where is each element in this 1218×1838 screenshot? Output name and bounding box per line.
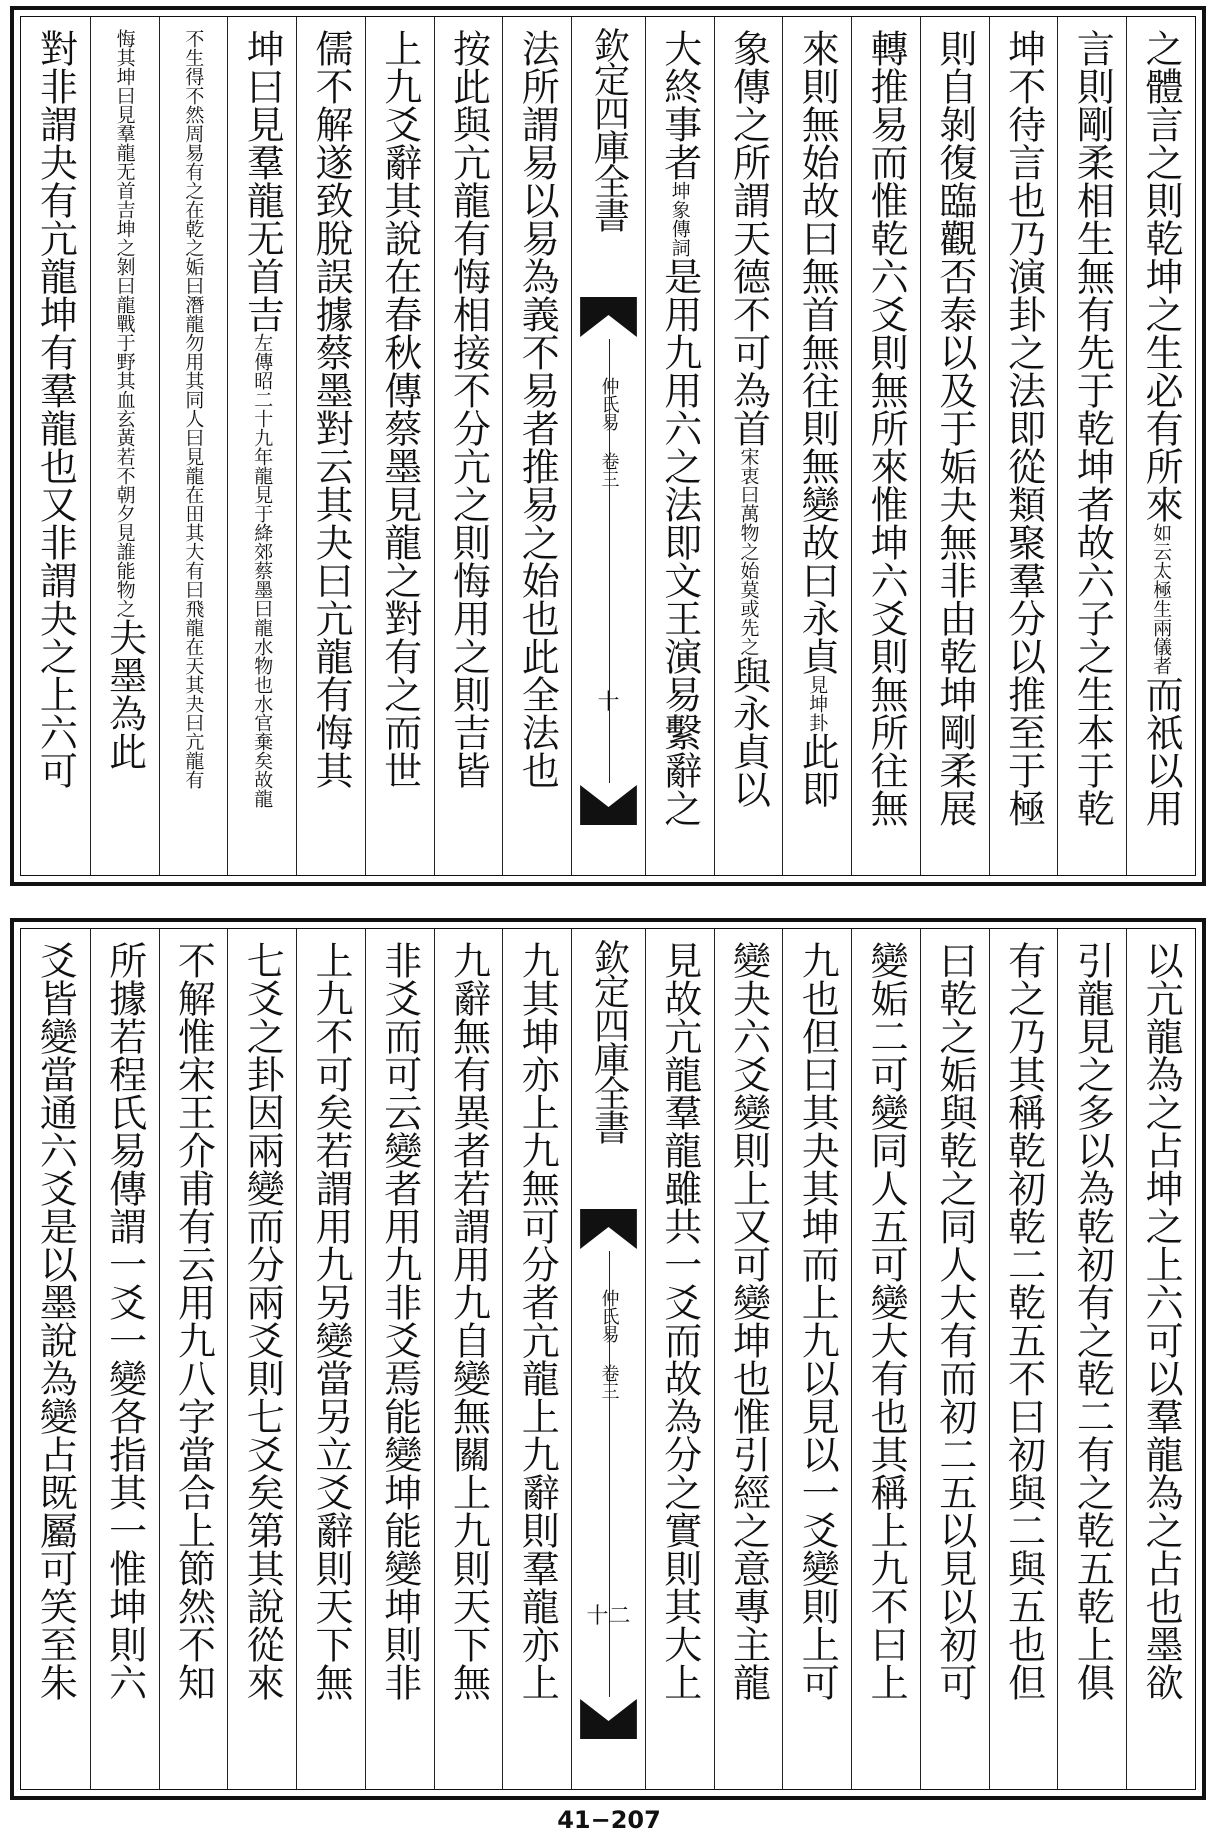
text-column [90,17,159,875]
column-text: 轉推易而惟乾六爻則無所來惟坤六爻則無所往無 [864,29,909,827]
column-text: 大終事者坤象傳詞是用九用六之法即文王演易繫辭之 [657,29,702,827]
header-title: 欽定四庫全書 [588,27,630,231]
text-column [21,17,90,875]
column-text: 曰乾之姤與乾之同人大有而初二五以見以初可 [932,941,977,1701]
text-column [434,17,503,875]
column-text: 以亢龍為之占坤之上六可以羣龍為之占也墨欲 [1139,941,1184,1701]
column-text: 九其坤亦上九無可分者亢龍上九辭則羣龍亦上 [515,941,560,1701]
text-column [851,929,920,1789]
text-column [502,929,571,1789]
bottom-page-frame [20,928,1196,1790]
book-and-volume: 仲氏易 卷三 [598,377,620,488]
text-column [365,17,434,875]
text-column [227,17,296,875]
fish-tail-mark [580,297,637,337]
text-column [920,929,989,1789]
column-text: 言則剛柔相生無有先于乾坤者故六子之生本于乾 [1070,29,1115,827]
text-column [159,929,228,1789]
column-text: 變夬六爻變則上又可變坤也惟引經之意專主龍 [726,941,771,1701]
column-text: 變姤二可變同人五可變大有也其稱上九不曰上 [864,941,909,1701]
column-text: 所據若程氏易傳謂一爻一變各指其一惟坤則六 [102,941,147,1701]
top-page-frame [20,16,1196,876]
column-text: 七爻之卦因兩變而分兩爻則七爻矣第其說從來 [240,941,285,1701]
text-column [227,929,296,1789]
text-column [365,929,434,1789]
text-column [296,17,365,875]
commentary-note: 悔其坤曰見羣龍无首吉坤之剝曰龍戰于野其血玄黃若不朝夕見誰能物之 [113,29,136,618]
column-text: 引龍見之多以為乾初有之乾二有之乾五乾上俱 [1070,941,1115,1701]
text-column [1057,929,1126,1789]
fish-tail-mark-bottom [580,1699,637,1739]
column-text: 則自剝復臨觀否泰以及于姤夬無非由乾坤剛柔展 [932,29,977,827]
fish-tail-mark-bottom [580,785,637,825]
center-fold-column [571,17,645,875]
folio-number: 十 [597,690,620,715]
text-column [159,17,228,875]
book-and-volume: 仲氏易 卷三 [598,1289,620,1400]
text-column [782,17,851,875]
text-column [920,17,989,875]
text-column [645,929,714,1789]
text-column [645,17,714,875]
bottom-page [10,918,1206,1800]
column-text: 儒不解遂致脫誤據蔡墨對云其夬曰亢龍有悔其 [308,29,353,789]
column-text: 按此與亢龍有悔相接不分亢之則悔用之則吉皆 [446,29,491,789]
column-text: 法所謂易以易為義不易者推易之始也此全法也 [515,29,560,789]
column-text: 來則無始故曰無首無往則無變故曰永貞見坤卦此即 [795,29,840,808]
column-text: 有之乃其稱乾初乾二乾五不曰初與二與五也但 [1001,941,1046,1701]
page-number: 41−207 [557,1806,661,1834]
text-column [1126,929,1195,1789]
text-column [434,929,503,1789]
text-column [989,929,1058,1789]
center-fold-column [571,929,645,1789]
column-text: 坤不待言也乃演卦之法即從類聚羣分以推至于極 [1001,29,1046,827]
header-title: 欽定四庫全書 [588,939,630,1143]
text-column [714,929,783,1789]
top-page [10,6,1206,886]
text-column [502,17,571,875]
commentary-note: 左傳昭二十九年龍見于絳郊蔡墨曰龍水物也水官棄矣故龍 [251,333,274,808]
text-column [782,929,851,1789]
text-column [851,17,920,875]
commentary-note: 如云太極生兩儀者 [1150,523,1173,675]
text-column [1126,17,1195,875]
bottom-page-columns [21,929,1195,1789]
column-text: 不解惟宋王介甫有云用九八字當合上節然不知 [171,941,216,1701]
column-text: 九辭無有異者若謂用九自變無關上九則天下無 [446,941,491,1701]
text-column [296,929,365,1789]
text-column [90,929,159,1789]
fish-tail-mark [580,1209,637,1249]
text-column [21,929,90,1789]
commentary-note: 見坤卦 [806,675,829,732]
column-text: 九也但曰其夬其坤而上九以見以一爻變則上可 [795,941,840,1701]
column-text: 上九爻辭其說在春秋傳蔡墨見龍之對有之而世 [377,29,422,789]
top-page-columns [21,17,1195,875]
folio-number: 十二 [586,1604,631,1629]
column-text: 非爻而可云變者用九非爻焉能變坤能變坤則非 [377,941,422,1701]
commentary-note: 坤象傳詞 [668,181,691,257]
column-text [161,29,225,789]
column-text: 見故亢龍羣龍雖共一爻而故為分之實則其大上 [657,941,702,1701]
column-text: 之體言之則乾坤之生必有所來如云太極生兩儀者而祇以用 [1139,29,1184,827]
commentary-note: 不生得不然周易有之在乾之姤曰潛龍勿用其同人曰見龍在田其大有曰飛龍在天其夬曰亢龍有 [182,29,205,789]
column-text: 坤曰見羣龍无首吉左傳昭二十九年龍見于絳郊蔡墨曰龍水物也水官棄矣故龍 [240,29,285,808]
text-column [989,17,1058,875]
column-text: 上九不可矣若謂用九另變當另立爻辭則天下無 [308,941,353,1701]
text-column [714,17,783,875]
commentary-note: 宋衷曰萬物之始莫或先之 [737,447,760,656]
column-text: 爻皆變當通六爻是以墨說為變占既屬可笑至朱 [33,941,78,1701]
text-column [1057,17,1126,875]
column-text: 對非謂夬有亢龍坤有羣龍也又非謂夬之上六可 [33,29,78,789]
column-text: 悔其坤曰見羣龍无首吉坤之剝曰龍戰于野其血玄黃若不朝夕見誰能物之夫墨為此 [102,29,147,770]
column-text: 象傳之所謂天德不可為首宋衷曰萬物之始莫或先之與永貞以 [726,29,771,808]
